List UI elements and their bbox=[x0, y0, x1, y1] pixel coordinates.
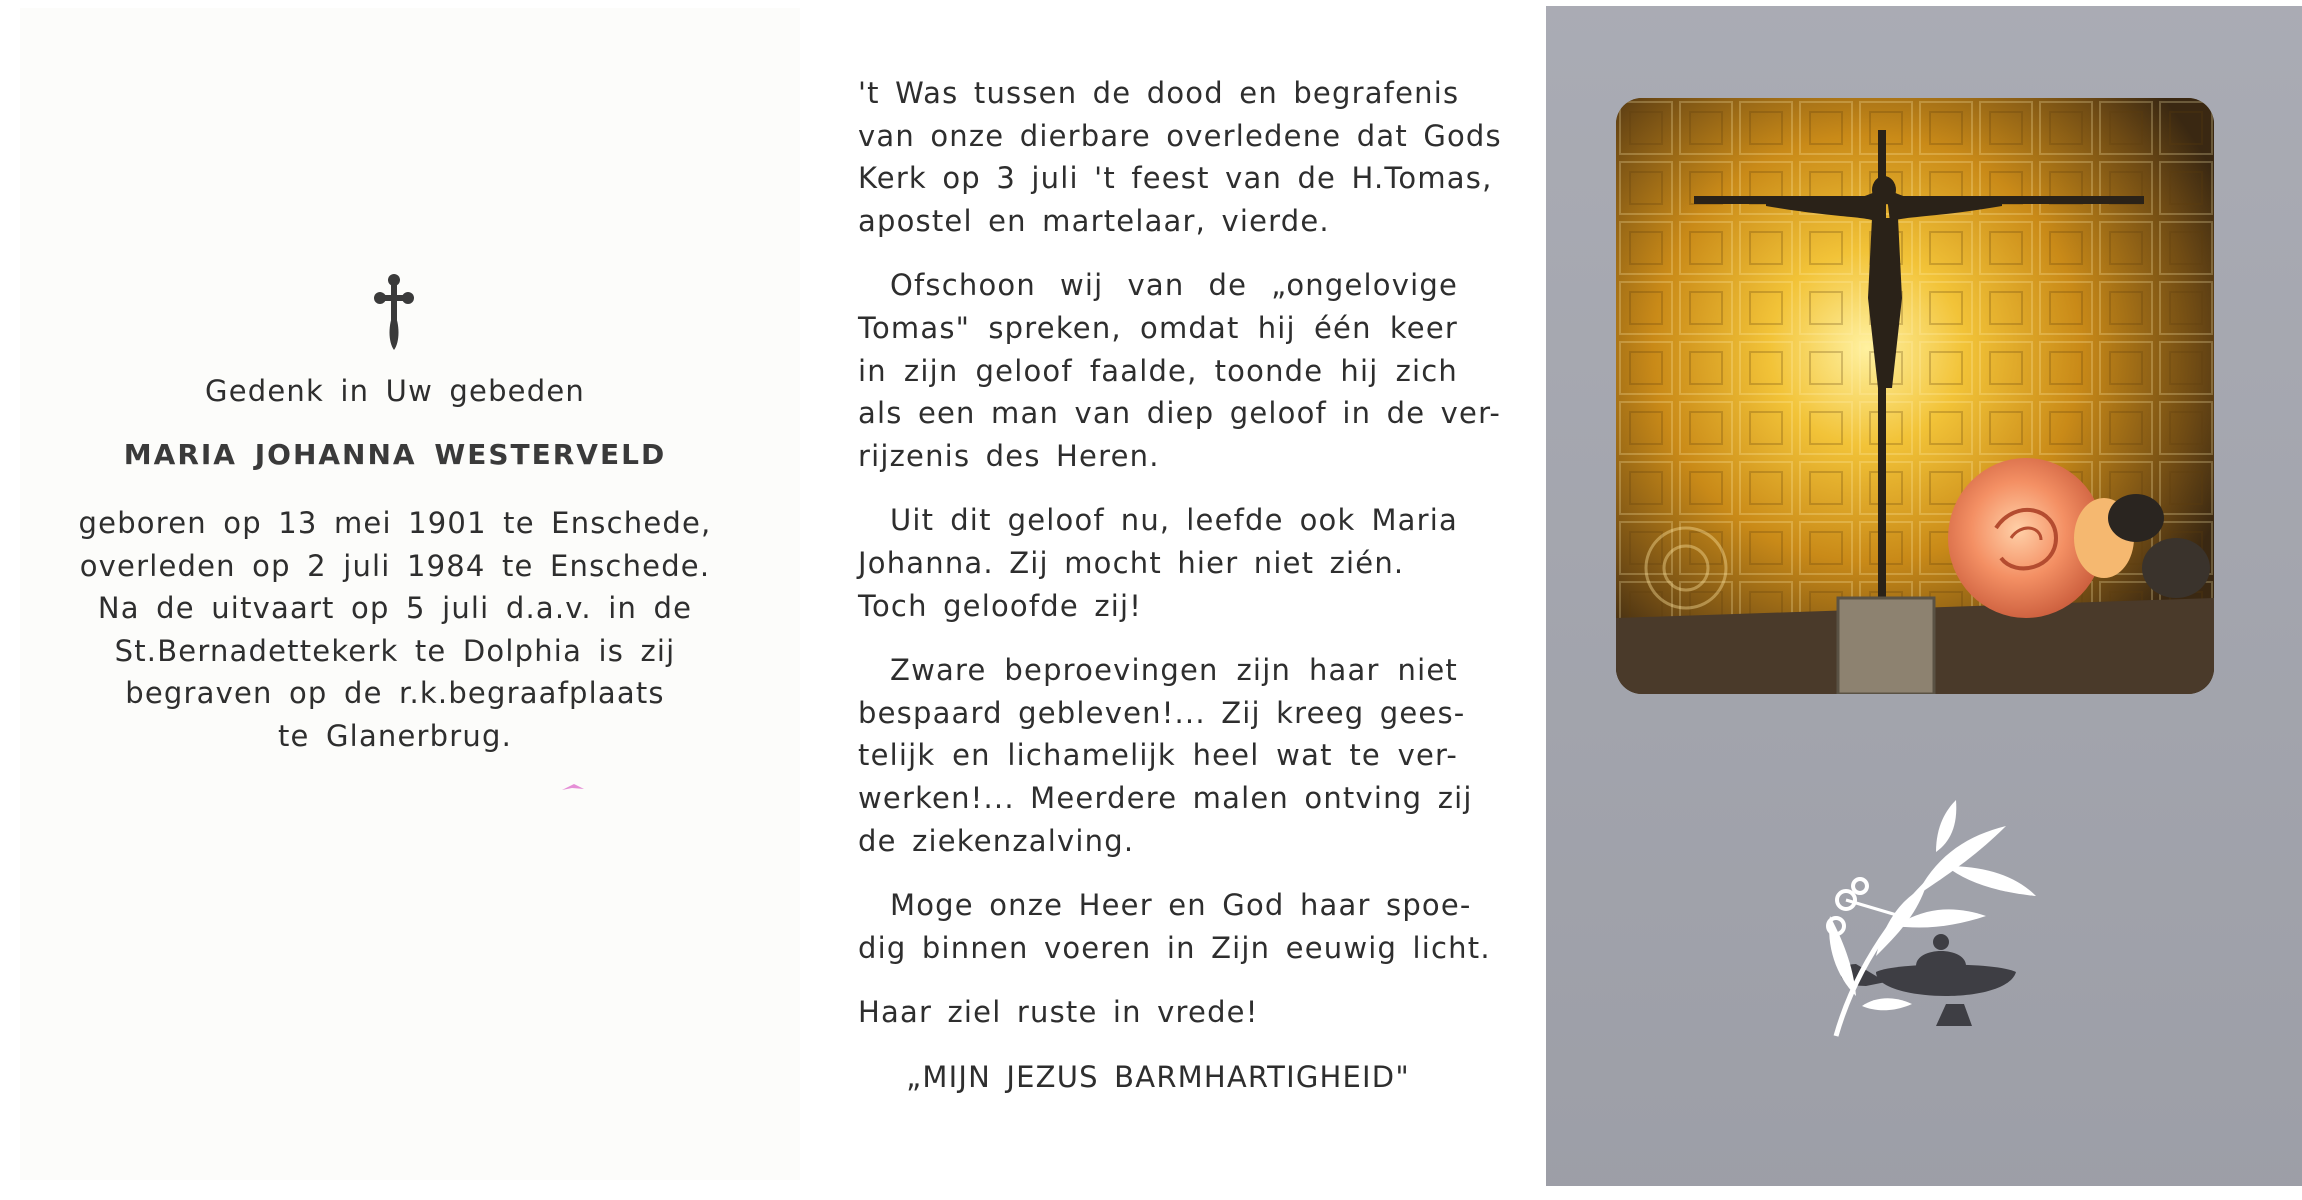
text-line: dig binnen voeren in Zijn eeuwig licht. bbox=[858, 930, 1491, 965]
crucifix-photo bbox=[1616, 98, 2214, 694]
text-line: apostel en martelaar, vierde. bbox=[858, 203, 1330, 238]
text-line: bespaard gebleven!... Zij kreeg gees- bbox=[858, 695, 1466, 730]
remember-line: Gedenk in Uw gebeden bbox=[205, 374, 585, 408]
olive-branch-lamp-icon bbox=[1796, 796, 2046, 1056]
bio-line: overleden op 2 juli 1984 te Enschede. bbox=[79, 548, 711, 583]
text-line: Zware beproevingen zijn haar niet bbox=[890, 653, 1458, 688]
paragraph bbox=[858, 72, 1502, 242]
text-line: telijk en lichamelijk heel wat te ver- bbox=[858, 738, 1458, 773]
memorial-text bbox=[858, 72, 1502, 1120]
text-line: Toch geloofde zij! bbox=[858, 588, 1143, 623]
closing-prayer bbox=[858, 1056, 1458, 1099]
text-line: „MIJN JEZUS BARMHARTIGHEID" bbox=[906, 1059, 1410, 1094]
bio-line: Na de uitvaart op 5 juli d.a.v. in de bbox=[97, 591, 693, 625]
right-panel bbox=[1546, 6, 2302, 1186]
text-line: Haar ziel ruste in vrede! bbox=[858, 995, 1259, 1030]
text-line: van onze dierbare overledene dat Gods bbox=[858, 118, 1502, 153]
text-line: Ofschoon wij van de „ongelovige bbox=[890, 268, 1458, 303]
ink-mark bbox=[560, 780, 586, 794]
paragraph bbox=[858, 991, 1458, 1034]
paragraph bbox=[858, 499, 1458, 627]
bio-line: te Glanerbrug. bbox=[277, 718, 512, 753]
text-line: de ziekenzalving. bbox=[858, 823, 1135, 858]
text-line: als een man van diep geloof in de ver- bbox=[858, 396, 1502, 431]
text-line: rijzenis des Heren. bbox=[858, 438, 1160, 473]
paragraph bbox=[858, 649, 1473, 862]
paragraph bbox=[858, 264, 1502, 477]
text-line: Kerk op 3 juli 't feest van de H.Tomas, bbox=[858, 161, 1493, 196]
bio-line: begraven op de r.k.begraafplaats bbox=[125, 676, 665, 710]
text-line: Uit dit geloof nu, leefde ook Maria bbox=[890, 503, 1458, 538]
crucifix-rose-image bbox=[1616, 98, 2214, 694]
text-line: Johanna. Zij mocht hier niet zién. bbox=[858, 545, 1405, 580]
text-line: Tomas" spreken, omdat hij één keer bbox=[858, 310, 1458, 345]
bio-text bbox=[0, 502, 790, 757]
bio-line: St.Bernadettekerk te Dolphia is zij bbox=[114, 633, 676, 668]
cross-icon bbox=[372, 272, 416, 352]
text-line: werken!... Meerdere malen ontving zij bbox=[858, 780, 1473, 815]
paragraph bbox=[858, 884, 1491, 969]
text-line: in zijn geloof faalde, toonde hij zich bbox=[858, 353, 1458, 388]
text-line: 't Was tussen de dood en begrafenis bbox=[858, 76, 1460, 110]
text-line: Moge onze Heer en God haar spoe- bbox=[890, 888, 1472, 923]
bio-line: geboren op 13 mei 1901 te Enschede, bbox=[78, 506, 712, 540]
deceased-name: MARIA JOHANNA WESTERVELD bbox=[123, 438, 667, 471]
